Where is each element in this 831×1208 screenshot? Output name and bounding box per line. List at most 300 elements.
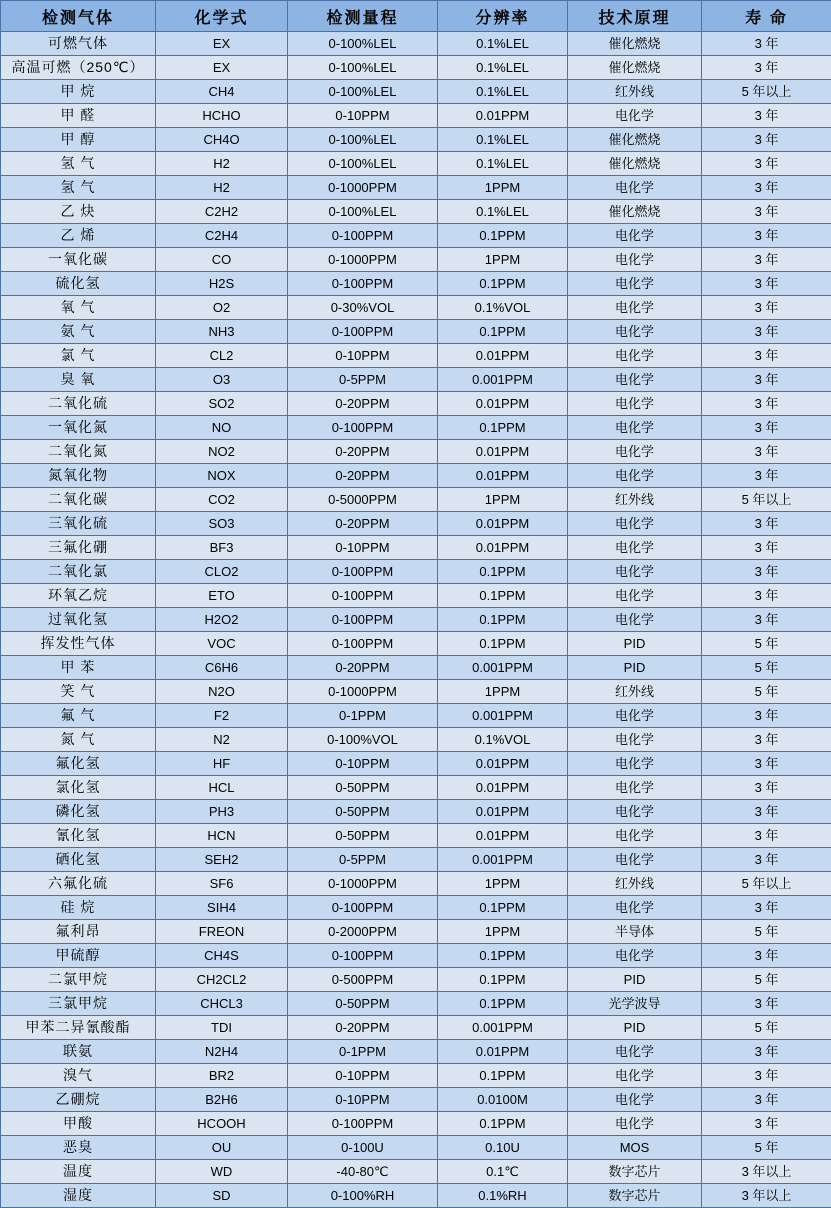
- table-row: [1, 488, 831, 512]
- cell-lifespan: 3 年以上: [702, 1160, 831, 1184]
- table-row: [1, 32, 831, 56]
- cell-gas: 温度: [1, 1160, 156, 1184]
- cell-formula: SEH2: [156, 848, 288, 872]
- cell-principle: 光学波导: [568, 992, 702, 1016]
- cell-resolution: 0.1%VOL: [438, 296, 568, 320]
- cell-formula: NO2: [156, 440, 288, 464]
- cell-principle: 电化学: [568, 800, 702, 824]
- cell-gas: 乙 烯: [1, 224, 156, 248]
- cell-principle: 电化学: [568, 248, 702, 272]
- cell-principle: 电化学: [568, 848, 702, 872]
- cell-resolution: 1PPM: [438, 872, 568, 896]
- cell-formula: EX: [156, 32, 288, 56]
- table-row: [1, 224, 831, 248]
- cell-resolution: 1PPM: [438, 488, 568, 512]
- table-row: [1, 752, 831, 776]
- cell-resolution: 0.1PPM: [438, 632, 568, 656]
- cell-resolution: 1PPM: [438, 680, 568, 704]
- cell-principle: 电化学: [568, 560, 702, 584]
- cell-resolution: 0.1PPM: [438, 1064, 568, 1088]
- cell-gas: 一氧化碳: [1, 248, 156, 272]
- cell-formula: WD: [156, 1160, 288, 1184]
- cell-lifespan: 5 年以上: [702, 488, 831, 512]
- cell-range: 0-10PPM: [288, 104, 438, 128]
- cell-principle: 电化学: [568, 368, 702, 392]
- cell-principle: 电化学: [568, 1064, 702, 1088]
- cell-principle: 红外线: [568, 680, 702, 704]
- cell-formula: HCOOH: [156, 1112, 288, 1136]
- cell-principle: 电化学: [568, 392, 702, 416]
- cell-range: 0-50PPM: [288, 800, 438, 824]
- table-row: [1, 536, 831, 560]
- cell-resolution: 0.01PPM: [438, 464, 568, 488]
- cell-gas: 二氧化氯: [1, 560, 156, 584]
- table-row: [1, 248, 831, 272]
- cell-range: 0-50PPM: [288, 776, 438, 800]
- cell-lifespan: 3 年: [702, 368, 831, 392]
- cell-resolution: 0.1PPM: [438, 584, 568, 608]
- cell-lifespan: 3 年: [702, 776, 831, 800]
- cell-range: 0-50PPM: [288, 992, 438, 1016]
- cell-lifespan: 3 年: [702, 896, 831, 920]
- cell-lifespan: 5 年以上: [702, 80, 831, 104]
- cell-formula: SO3: [156, 512, 288, 536]
- table-row: [1, 1064, 831, 1088]
- cell-gas: 磷化氢: [1, 800, 156, 824]
- cell-formula: CHCL3: [156, 992, 288, 1016]
- table-row: [1, 344, 831, 368]
- table-row: [1, 920, 831, 944]
- cell-resolution: 0.001PPM: [438, 704, 568, 728]
- cell-gas: 甲硫醇: [1, 944, 156, 968]
- table-row: [1, 512, 831, 536]
- table-row: [1, 800, 831, 824]
- cell-principle: 红外线: [568, 80, 702, 104]
- table-row: [1, 776, 831, 800]
- table-row: [1, 824, 831, 848]
- table-row: [1, 632, 831, 656]
- cell-lifespan: 3 年: [702, 800, 831, 824]
- cell-lifespan: 3 年: [702, 560, 831, 584]
- cell-formula: C2H4: [156, 224, 288, 248]
- cell-resolution: 0.01PPM: [438, 392, 568, 416]
- cell-resolution: 0.1%LEL: [438, 200, 568, 224]
- cell-lifespan: 3 年: [702, 152, 831, 176]
- cell-resolution: 0.1PPM: [438, 968, 568, 992]
- cell-principle: 电化学: [568, 608, 702, 632]
- cell-gas: 三氯甲烷: [1, 992, 156, 1016]
- cell-principle: 半导体: [568, 920, 702, 944]
- cell-resolution: 0.1PPM: [438, 896, 568, 920]
- cell-lifespan: 3 年: [702, 416, 831, 440]
- cell-lifespan: 5 年以上: [702, 872, 831, 896]
- cell-range: 0-100PPM: [288, 320, 438, 344]
- cell-formula: SIH4: [156, 896, 288, 920]
- cell-formula: H2S: [156, 272, 288, 296]
- column-header-formula: 化学式: [156, 1, 288, 32]
- table-row: [1, 728, 831, 752]
- cell-principle: 数字芯片: [568, 1184, 702, 1208]
- cell-principle: 红外线: [568, 488, 702, 512]
- column-header-range: 检测量程: [288, 1, 438, 32]
- column-header-lifespan: 寿 命: [702, 1, 831, 32]
- cell-formula: N2: [156, 728, 288, 752]
- cell-gas: 氟化氢: [1, 752, 156, 776]
- cell-range: 0-10PPM: [288, 752, 438, 776]
- table-row: [1, 1040, 831, 1064]
- cell-range: 0-5PPM: [288, 368, 438, 392]
- table-row: [1, 608, 831, 632]
- cell-range: 0-100%LEL: [288, 56, 438, 80]
- column-header-principle: 技术原理: [568, 1, 702, 32]
- cell-resolution: 0.1℃: [438, 1160, 568, 1184]
- cell-gas: 甲酸: [1, 1112, 156, 1136]
- cell-resolution: 0.1%LEL: [438, 128, 568, 152]
- cell-resolution: 0.1PPM: [438, 608, 568, 632]
- cell-principle: 电化学: [568, 704, 702, 728]
- cell-formula: CO: [156, 248, 288, 272]
- cell-resolution: 0.1PPM: [438, 416, 568, 440]
- table-row: [1, 176, 831, 200]
- table-row: [1, 464, 831, 488]
- cell-lifespan: 5 年: [702, 920, 831, 944]
- cell-formula: BF3: [156, 536, 288, 560]
- cell-resolution: 1PPM: [438, 920, 568, 944]
- cell-formula: C6H6: [156, 656, 288, 680]
- table-body: [1, 32, 831, 1208]
- cell-principle: 催化燃烧: [568, 128, 702, 152]
- cell-range: 0-1000PPM: [288, 176, 438, 200]
- cell-lifespan: 3 年: [702, 104, 831, 128]
- table-row: [1, 440, 831, 464]
- cell-formula: EX: [156, 56, 288, 80]
- cell-resolution: 0.1PPM: [438, 992, 568, 1016]
- cell-range: 0-50PPM: [288, 824, 438, 848]
- cell-principle: 电化学: [568, 824, 702, 848]
- table-row: [1, 56, 831, 80]
- cell-range: 0-100PPM: [288, 224, 438, 248]
- cell-range: 0-100%VOL: [288, 728, 438, 752]
- cell-lifespan: 3 年: [702, 320, 831, 344]
- cell-gas: 乙硼烷: [1, 1088, 156, 1112]
- table-row: [1, 296, 831, 320]
- cell-range: 0-100PPM: [288, 584, 438, 608]
- cell-gas: 可燃气体: [1, 32, 156, 56]
- cell-principle: 电化学: [568, 1040, 702, 1064]
- cell-lifespan: 3 年: [702, 200, 831, 224]
- table-row: [1, 80, 831, 104]
- cell-gas: 笑 气: [1, 680, 156, 704]
- cell-range: 0-100PPM: [288, 416, 438, 440]
- cell-lifespan: 3 年: [702, 224, 831, 248]
- cell-formula: F2: [156, 704, 288, 728]
- cell-lifespan: 3 年: [702, 248, 831, 272]
- cell-principle: 催化燃烧: [568, 56, 702, 80]
- cell-range: 0-100%LEL: [288, 32, 438, 56]
- cell-gas: 二氧化氮: [1, 440, 156, 464]
- cell-formula: H2: [156, 176, 288, 200]
- cell-formula: H2: [156, 152, 288, 176]
- cell-lifespan: 3 年: [702, 728, 831, 752]
- cell-range: 0-10PPM: [288, 1088, 438, 1112]
- cell-formula: OU: [156, 1136, 288, 1160]
- table-row: [1, 104, 831, 128]
- cell-lifespan: 3 年: [702, 512, 831, 536]
- cell-range: 0-100PPM: [288, 896, 438, 920]
- cell-range: 0-1000PPM: [288, 680, 438, 704]
- table-row: [1, 152, 831, 176]
- cell-range: 0-20PPM: [288, 1016, 438, 1040]
- table-row: [1, 200, 831, 224]
- cell-principle: 电化学: [568, 944, 702, 968]
- cell-range: 0-5000PPM: [288, 488, 438, 512]
- cell-gas: 恶臭: [1, 1136, 156, 1160]
- cell-range: 0-10PPM: [288, 344, 438, 368]
- cell-range: 0-100%LEL: [288, 152, 438, 176]
- cell-range: 0-1000PPM: [288, 248, 438, 272]
- cell-lifespan: 3 年: [702, 296, 831, 320]
- cell-lifespan: 3 年以上: [702, 1184, 831, 1208]
- cell-gas: 高温可燃（250℃）: [1, 56, 156, 80]
- cell-resolution: 0.1PPM: [438, 1112, 568, 1136]
- cell-gas: 臭 氧: [1, 368, 156, 392]
- cell-resolution: 0.1%VOL: [438, 728, 568, 752]
- cell-gas: 硅 烷: [1, 896, 156, 920]
- cell-range: 0-1PPM: [288, 704, 438, 728]
- cell-gas: 二氧化碳: [1, 488, 156, 512]
- column-header-resolution: 分辨率: [438, 1, 568, 32]
- cell-range: 0-100PPM: [288, 560, 438, 584]
- cell-principle: 电化学: [568, 728, 702, 752]
- table-row: [1, 560, 831, 584]
- cell-range: 0-30%VOL: [288, 296, 438, 320]
- table-row: [1, 896, 831, 920]
- cell-formula: ETO: [156, 584, 288, 608]
- table-row: [1, 992, 831, 1016]
- cell-formula: B2H6: [156, 1088, 288, 1112]
- cell-principle: PID: [568, 656, 702, 680]
- cell-formula: O3: [156, 368, 288, 392]
- table-row: [1, 416, 831, 440]
- cell-principle: 电化学: [568, 104, 702, 128]
- cell-principle: 电化学: [568, 584, 702, 608]
- cell-resolution: 1PPM: [438, 248, 568, 272]
- cell-range: 0-10PPM: [288, 536, 438, 560]
- cell-resolution: 0.1PPM: [438, 944, 568, 968]
- cell-gas: 氢 气: [1, 152, 156, 176]
- cell-resolution: 1PPM: [438, 176, 568, 200]
- cell-lifespan: 3 年: [702, 704, 831, 728]
- cell-lifespan: 3 年: [702, 824, 831, 848]
- cell-principle: 催化燃烧: [568, 200, 702, 224]
- table-row: [1, 704, 831, 728]
- cell-principle: 电化学: [568, 344, 702, 368]
- cell-resolution: 0.1%LEL: [438, 152, 568, 176]
- table-row: [1, 1112, 831, 1136]
- cell-gas: 乙 炔: [1, 200, 156, 224]
- cell-formula: CH4: [156, 80, 288, 104]
- cell-range: 0-5PPM: [288, 848, 438, 872]
- cell-formula: SD: [156, 1184, 288, 1208]
- cell-principle: 电化学: [568, 272, 702, 296]
- cell-lifespan: 3 年: [702, 1088, 831, 1112]
- cell-lifespan: 5 年: [702, 680, 831, 704]
- cell-principle: 电化学: [568, 1088, 702, 1112]
- cell-principle: 电化学: [568, 440, 702, 464]
- cell-formula: SO2: [156, 392, 288, 416]
- cell-formula: C2H2: [156, 200, 288, 224]
- table-row: [1, 1088, 831, 1112]
- cell-principle: 电化学: [568, 896, 702, 920]
- cell-range: 0-100PPM: [288, 944, 438, 968]
- table-row: [1, 968, 831, 992]
- cell-range: 0-100PPM: [288, 1112, 438, 1136]
- cell-principle: 电化学: [568, 416, 702, 440]
- cell-gas: 溴气: [1, 1064, 156, 1088]
- cell-principle: 催化燃烧: [568, 152, 702, 176]
- cell-gas: 氮氧化物: [1, 464, 156, 488]
- cell-range: 0-100%LEL: [288, 128, 438, 152]
- cell-formula: N2H4: [156, 1040, 288, 1064]
- column-header-gas: 检测气体: [1, 1, 156, 32]
- cell-range: 0-100%LEL: [288, 200, 438, 224]
- cell-range: 0-100%LEL: [288, 80, 438, 104]
- cell-resolution: 0.1PPM: [438, 320, 568, 344]
- cell-resolution: 0.01PPM: [438, 1040, 568, 1064]
- cell-principle: 电化学: [568, 776, 702, 800]
- cell-formula: FREON: [156, 920, 288, 944]
- table-row: [1, 1136, 831, 1160]
- cell-range: 0-2000PPM: [288, 920, 438, 944]
- cell-lifespan: 3 年: [702, 1064, 831, 1088]
- cell-gas: 氨 气: [1, 320, 156, 344]
- cell-resolution: 0.0100M: [438, 1088, 568, 1112]
- cell-gas: 甲 醛: [1, 104, 156, 128]
- table-row: [1, 1160, 831, 1184]
- cell-principle: 电化学: [568, 296, 702, 320]
- cell-gas: 挥发性气体: [1, 632, 156, 656]
- cell-range: 0-20PPM: [288, 440, 438, 464]
- cell-principle: PID: [568, 968, 702, 992]
- cell-resolution: 0.01PPM: [438, 752, 568, 776]
- table-row: [1, 368, 831, 392]
- cell-gas: 六氟化硫: [1, 872, 156, 896]
- cell-gas: 氰化氢: [1, 824, 156, 848]
- table-row: [1, 320, 831, 344]
- table-row: [1, 872, 831, 896]
- cell-resolution: 0.1PPM: [438, 272, 568, 296]
- table-row: [1, 272, 831, 296]
- cell-resolution: 0.1PPM: [438, 560, 568, 584]
- table-row: [1, 944, 831, 968]
- cell-formula: NH3: [156, 320, 288, 344]
- cell-gas: 一氧化氮: [1, 416, 156, 440]
- cell-gas: 氢 气: [1, 176, 156, 200]
- cell-gas: 甲苯二异氰酸酯: [1, 1016, 156, 1040]
- cell-formula: CO2: [156, 488, 288, 512]
- cell-resolution: 0.1%RH: [438, 1184, 568, 1208]
- cell-gas: 硒化氢: [1, 848, 156, 872]
- cell-range: 0-100PPM: [288, 272, 438, 296]
- cell-formula: CH4O: [156, 128, 288, 152]
- cell-range: 0-1000PPM: [288, 872, 438, 896]
- cell-formula: TDI: [156, 1016, 288, 1040]
- cell-principle: 电化学: [568, 176, 702, 200]
- cell-range: 0-1PPM: [288, 1040, 438, 1064]
- cell-resolution: 0.1%LEL: [438, 32, 568, 56]
- cell-gas: 二氯甲烷: [1, 968, 156, 992]
- table-header: [1, 1, 831, 32]
- cell-range: 0-20PPM: [288, 656, 438, 680]
- cell-range: 0-100PPM: [288, 608, 438, 632]
- cell-gas: 氯 气: [1, 344, 156, 368]
- cell-resolution: 0.1%LEL: [438, 80, 568, 104]
- cell-gas: 二氧化硫: [1, 392, 156, 416]
- cell-formula: H2O2: [156, 608, 288, 632]
- cell-gas: 三氧化硫: [1, 512, 156, 536]
- table-row: [1, 584, 831, 608]
- cell-gas: 氟 气: [1, 704, 156, 728]
- cell-formula: CL2: [156, 344, 288, 368]
- cell-formula: NO: [156, 416, 288, 440]
- cell-gas: 硫化氢: [1, 272, 156, 296]
- cell-lifespan: 3 年: [702, 56, 831, 80]
- table-row: [1, 128, 831, 152]
- cell-formula: N2O: [156, 680, 288, 704]
- cell-principle: 电化学: [568, 464, 702, 488]
- cell-formula: HF: [156, 752, 288, 776]
- cell-lifespan: 3 年: [702, 32, 831, 56]
- cell-principle: PID: [568, 1016, 702, 1040]
- cell-lifespan: 5 年: [702, 1136, 831, 1160]
- cell-lifespan: 3 年: [702, 464, 831, 488]
- cell-lifespan: 3 年: [702, 176, 831, 200]
- cell-formula: PH3: [156, 800, 288, 824]
- cell-resolution: 0.01PPM: [438, 824, 568, 848]
- cell-gas: 甲 苯: [1, 656, 156, 680]
- cell-gas: 氟利昂: [1, 920, 156, 944]
- cell-range: 0-10PPM: [288, 1064, 438, 1088]
- cell-lifespan: 3 年: [702, 1112, 831, 1136]
- table-row: [1, 656, 831, 680]
- cell-formula: BR2: [156, 1064, 288, 1088]
- table-row: [1, 680, 831, 704]
- cell-resolution: 0.001PPM: [438, 656, 568, 680]
- cell-principle: 催化燃烧: [568, 32, 702, 56]
- cell-range: 0-100%RH: [288, 1184, 438, 1208]
- cell-principle: 电化学: [568, 1112, 702, 1136]
- cell-gas: 氮 气: [1, 728, 156, 752]
- table-header-row: [1, 1, 831, 32]
- cell-gas: 甲 烷: [1, 80, 156, 104]
- cell-range: 0-20PPM: [288, 392, 438, 416]
- cell-formula: SF6: [156, 872, 288, 896]
- cell-resolution: 0.10U: [438, 1136, 568, 1160]
- cell-resolution: 0.01PPM: [438, 776, 568, 800]
- cell-formula: VOC: [156, 632, 288, 656]
- cell-lifespan: 3 年: [702, 752, 831, 776]
- cell-lifespan: 3 年: [702, 272, 831, 296]
- cell-formula: HCHO: [156, 104, 288, 128]
- cell-resolution: 0.01PPM: [438, 344, 568, 368]
- cell-lifespan: 3 年: [702, 608, 831, 632]
- cell-resolution: 0.1PPM: [438, 224, 568, 248]
- cell-principle: 数字芯片: [568, 1160, 702, 1184]
- cell-resolution: 0.001PPM: [438, 848, 568, 872]
- table-row: [1, 392, 831, 416]
- cell-lifespan: 5 年: [702, 632, 831, 656]
- cell-principle: MOS: [568, 1136, 702, 1160]
